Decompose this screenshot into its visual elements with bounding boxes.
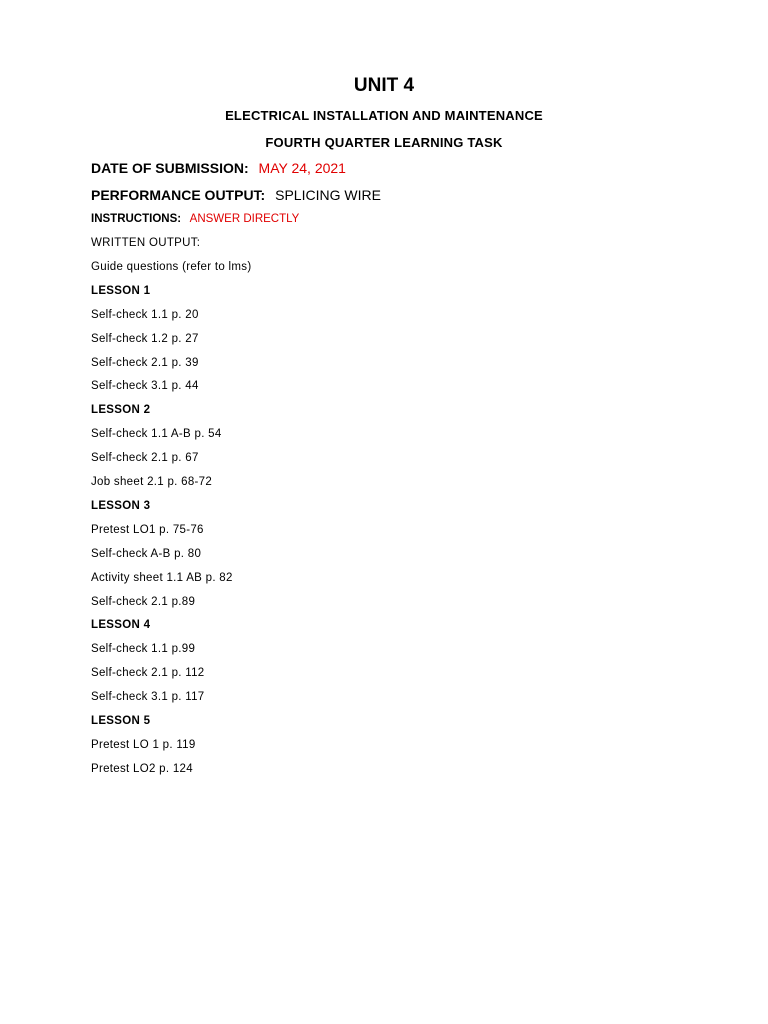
list-item: Pretest LO 1 p. 119 [91, 738, 196, 751]
list-item: WRITTEN OUTPUT: [91, 237, 201, 249]
document-title: UNIT 4 [353, 75, 415, 96]
performance-output-row [91, 187, 381, 203]
lesson-heading: LESSON 3 [91, 499, 151, 512]
lesson-heading: LESSON 1 [91, 284, 151, 297]
submission-date-value: MAY 24, 2021 [258, 160, 346, 176]
list-item: Pretest LO1 p. 75-76 [91, 523, 204, 536]
performance-output-value: SPLICING WIRE [275, 187, 381, 203]
subject-heading: ELECTRICAL INSTALLATION AND MAINTENANCE [225, 108, 543, 123]
submission-date-row [91, 160, 346, 176]
instructions-row [91, 213, 299, 225]
list-item: Job sheet 2.1 p. 68-72 [91, 476, 213, 488]
list-item: Self-check A-B p. 80 [91, 547, 202, 560]
submission-date-label: DATE OF SUBMISSION: [91, 160, 249, 176]
lesson-heading: LESSON 2 [91, 404, 151, 417]
performance-output-label: PERFORMANCE OUTPUT: [91, 187, 266, 203]
list-item: Self-check 2.1 p. 39 [91, 356, 199, 369]
list-item: Self-check 2.1 p.89 [91, 595, 196, 608]
list-item: Self-check 1.1 p.99 [91, 643, 196, 656]
instructions-label: INSTRUCTIONS: [91, 213, 182, 225]
lesson-heading: LESSON 4 [91, 619, 151, 632]
list-item: Self-check 3.1 p. 44 [91, 380, 199, 393]
list-item: Self-check 1.2 p. 27 [91, 332, 199, 345]
list-item: Self-check 2.1 p. 67 [91, 452, 199, 465]
list-item: Activity sheet 1.1 AB p. 82 [91, 571, 233, 584]
instructions-value: ANSWER DIRECTLY [189, 213, 300, 225]
list-item: Self-check 3.1 p. 117 [91, 691, 205, 704]
list-item: Self-check 1.1 A-B p. 54 [91, 428, 222, 441]
lesson-heading: LESSON 5 [91, 715, 151, 727]
task-heading: FOURTH QUARTER LEARNING TASK [265, 135, 503, 150]
list-item: Pretest LO2 p. 124 [91, 762, 193, 775]
list-item: Self-check 1.1 p. 20 [91, 308, 199, 321]
list-item: Self-check 2.1 p. 112 [91, 667, 205, 680]
list-item: Guide questions (refer to lms) [91, 260, 252, 273]
